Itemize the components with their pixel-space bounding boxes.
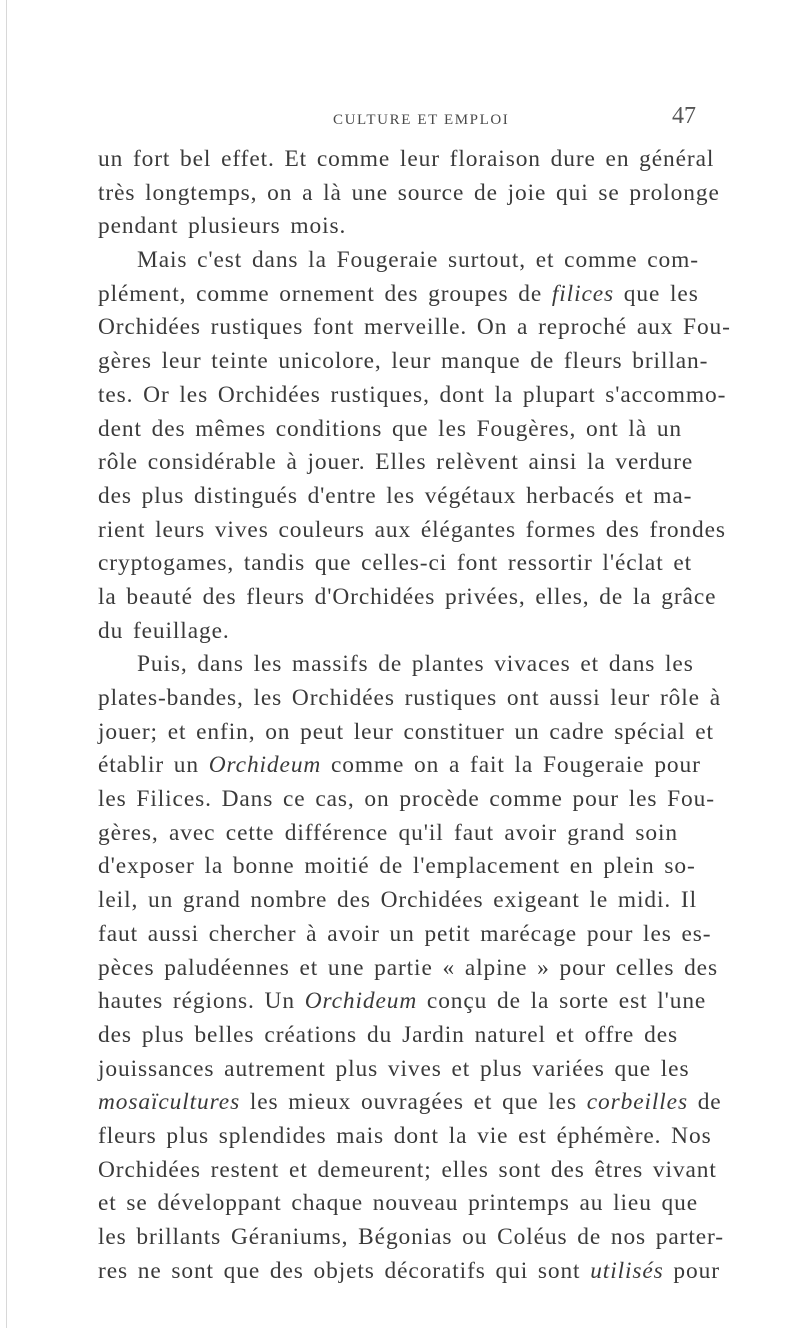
text-line [98,1053,690,1087]
italic-term: Orchideum [208,752,322,779]
text-line [98,1019,678,1053]
text-line [98,1120,712,1154]
text-line [98,446,694,480]
running-head: CULTURE ET EMPLOI [333,112,510,128]
text-line [98,1187,699,1221]
text-line [98,648,694,682]
text-segment: pèces paludéennes et une partie « alpine » pour celles des [98,954,718,981]
text-segment: d'exposer la bonne moitié de l'emplacement en plein so- [98,853,696,880]
text-line [98,413,683,447]
text-segment: pour [663,1257,720,1284]
text-line [98,1221,724,1255]
text-segment: la beauté des fleurs d'Orchidées privées, elles, de la grâce [98,583,717,610]
text-segment: des plus belles créations du Jardin naturel et offre des [98,1021,678,1048]
text-segment: tes. Or les Orchidées rustiques, dont la plupart s'accommo- [98,381,727,408]
text-segment: Orchidées rustiques font merveille. On a reproché aux Fou- [98,314,731,341]
text-line [98,547,693,581]
text-segment: des plus distingués d'entre les végétaux herbacés et ma- [98,482,693,509]
text-line [98,311,731,345]
text-segment: res ne sont que des objets décoratifs qui sont [98,1257,591,1284]
text-segment: leil, un grand nombre des Orchidées exigeant le midi. Il [98,887,697,914]
text-segment: gères leur teinte unicolore, leur manque de fleurs brillan- [98,348,709,375]
body-text [98,143,731,1288]
text-line [98,1086,722,1120]
text-line [98,1154,717,1188]
text-segment: cryptogames, tandis que celles-ci font ressortir l'éclat et [98,550,693,577]
text-segment: et se développant chaque nouveau printemps au lieu que [98,1190,699,1217]
italic-term: filices [551,280,615,307]
text-segment: établir un [98,752,209,779]
text-segment: que les [614,280,699,307]
text-segment: plates-bandes, les Orchidées rustiques ont aussi leur rôle à [98,685,721,711]
text-line [98,682,721,716]
text-line [98,210,678,244]
text-segment: dent des mêmes conditions que les Fougères, ont là un [98,415,683,442]
text-line [98,952,718,986]
page-edge-shadow [6,0,7,1328]
page-number: 47 [672,103,696,129]
text-segment: les mieux ouvragées et que les [240,1089,587,1116]
italic-term: corbeilles [586,1089,688,1116]
text-line [98,817,678,851]
text-segment: plément, comme ornement des groupes de [98,280,552,307]
text-line [98,177,720,211]
text-segment: un fort bel effet. Et comme leur floraison dure en général [98,146,715,172]
text-segment: Puis, dans les massifs de plantes vivaces et dans les [137,651,694,678]
text-segment: très longtemps, on a là une source de joie qui se prolonge [98,179,720,206]
text-line [98,1255,720,1289]
text-segment: Orchidées restent et demeurent; elles sont des êtres vivant [98,1156,717,1183]
text-segment: gères, avec cette différence qu'il faut avoir grand soin [98,819,678,846]
text-line [98,783,715,817]
text-segment: faut aussi chercher à avoir un petit marécage pour les es- [98,920,712,947]
italic-term: utilisés [590,1257,664,1284]
text-line [98,143,715,177]
text-line [98,749,701,783]
text-segment: conçu de la sorte est l'une [417,988,707,1015]
text-segment: hautes régions. Un [98,988,305,1015]
text-segment: fleurs plus splendides mais dont la vie est éphémère. Nos [98,1122,712,1149]
text-segment: de [687,1089,722,1116]
text-line [98,480,693,514]
text-line [98,985,707,1019]
text-segment: rient leurs vives couleurs aux élégantes formes des frondes [98,516,726,543]
text-segment: jouer; et enfin, on peut leur constituer un cadre spécial et [98,718,714,745]
text-segment: jouissances autrement plus vives et plus variées que les [98,1055,690,1082]
text-segment: comme on a fait la Fougeraie pour [321,752,701,779]
text-segment: les brillants Géraniums, Bégonias ou Coléus de nos parter- [98,1224,724,1250]
text-line [98,918,712,952]
italic-term: mosaïcultures [98,1089,241,1116]
text-segment: rôle considérable à jouer. Elles relèvent ainsi la verdure [98,449,694,476]
text-line [98,581,717,615]
text-segment: Mais c'est dans la Fougeraie surtout, et comme com- [137,247,699,274]
text-line [98,850,696,884]
text-line [98,716,714,750]
text-line [98,278,699,312]
text-line [98,615,678,649]
text-line [98,244,699,278]
text-segment: pendant plusieurs mois. [98,213,347,240]
text-segment: les Filices. Dans ce cas, on procède comme pour les Fou- [98,786,715,813]
italic-term: Orchideum [304,988,418,1015]
text-line [98,514,726,548]
text-line [98,884,697,918]
text-line [98,379,727,413]
text-line [98,345,709,379]
text-segment: du feuillage. [98,617,230,644]
